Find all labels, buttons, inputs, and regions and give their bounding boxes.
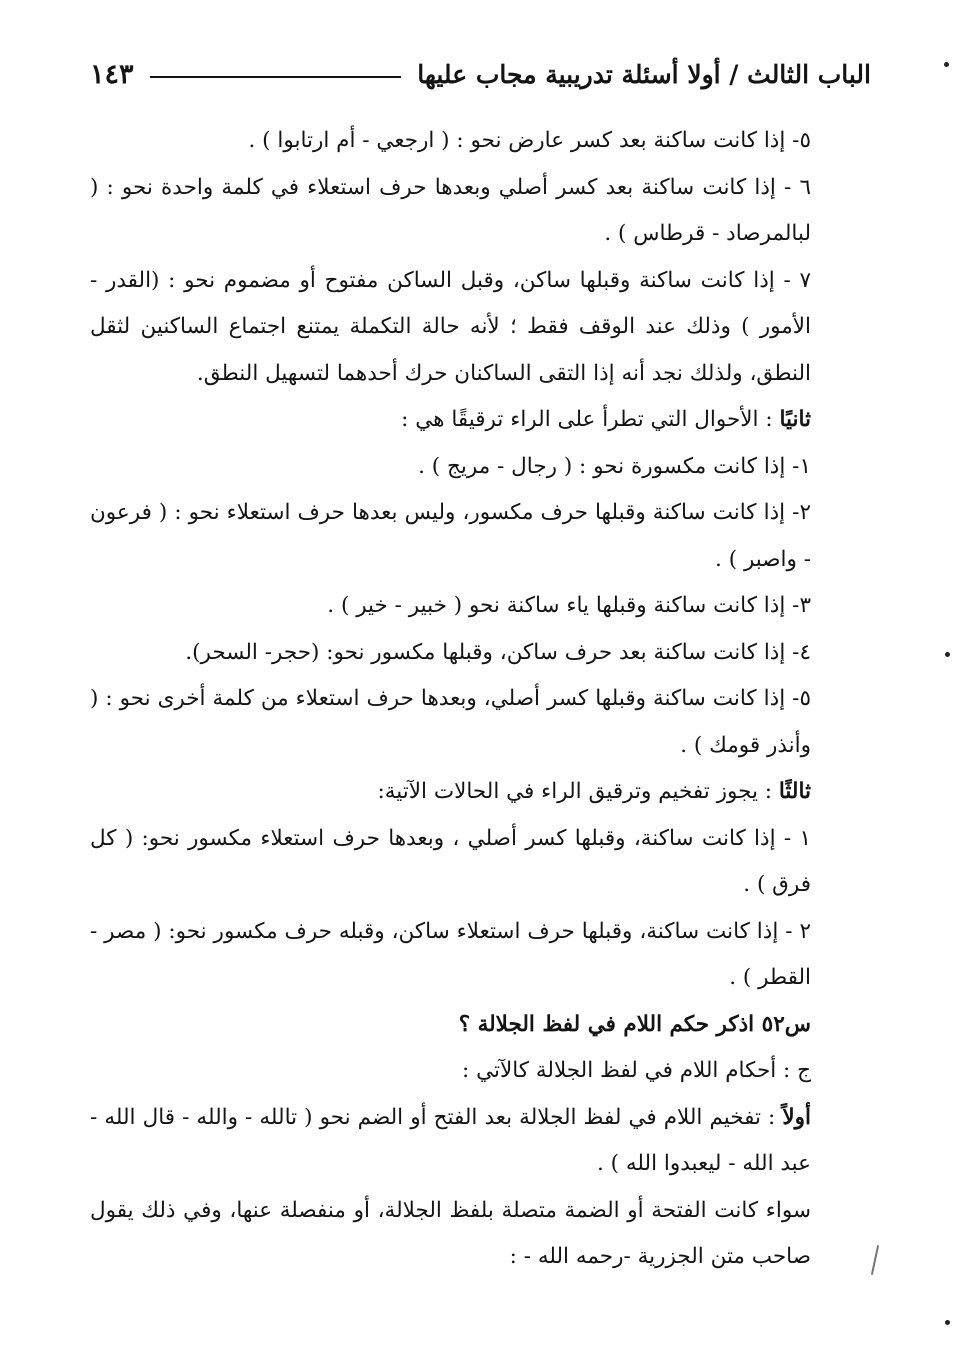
section-lead: ثالثًا: [778, 779, 811, 804]
paragraph: ثانيًا : الأحوال التي تطرأ على الراء ترقيقًا هي :: [401, 407, 811, 432]
paragraph: ٥- إذا كانت ساكنة بعد كسر عارض نحو : ( ارجعي - أم ارتابوا ) .: [248, 128, 811, 153]
paragraph: ٤- إذا كانت ساكنة بعد حرف ساكن، وقبلها مكسور نحو: (حجر- السحر).: [185, 639, 811, 665]
margin-mark: [945, 652, 950, 657]
paragraph: ٢ - إذا كانت ساكنة، وقبلها حرف استعلاء ساكن، وقبله حرف مكسور نحو: ( مصر - القطر ) .: [90, 918, 811, 990]
paragraph: ١ - إذا كانت ساكنة، وقبلها كسر أصلي ، وبعدها حرف استعلاء مكسور نحو: ( كل فرق ) .: [90, 825, 811, 897]
quote-marker: [871, 1245, 879, 1275]
question-heading: س٥٢ اذكر حكم اللام في لفظ الجلالة ؟: [458, 1011, 811, 1037]
margin-mark: [944, 62, 949, 67]
page-body: [90, 118, 867, 1281]
paragraph: ٣- إذا كانت ساكنة وقبلها ياء ساكنة نحو ( خبير - خير ) .: [327, 593, 811, 618]
paragraph: ثالثًا : يجوز تفخيم وترقيق الراء في الحالات الآتية:: [377, 779, 811, 804]
section-lead: ثانيًا: [779, 407, 811, 432]
running-header: [90, 52, 871, 96]
paragraph: ٦ - إذا كانت ساكنة بعد كسر أصلي وبعدها حرف استعلاء في كلمة واحدة نحو : ( لبالمرصاد - قرطاس ) .: [90, 174, 811, 246]
paragraph: ٧ - إذا كانت ساكنة وقبلها ساكن، وقبل الساكن مفتوح أو مضموم نحو : (القدر - الأمور ) وذلك عند الوقف فقط ؛ لأنه حالة التكملة يمتنع اجتماع الساكنين لثقل النطق، ولذلك نجد أنه إذا التقى الساكنان حرك أحدهما لتسهيل النطق.: [90, 267, 811, 386]
paragraph: أولاً : تفخيم اللام في لفظ الجلالة بعد الفتح أو الضم نحو ( تالله - والله - قال الله - عبد الله - ليعبدوا الله ) .: [90, 1104, 811, 1176]
page-number: ١٤٣: [90, 58, 134, 90]
answer-line: ج : أحكام اللام في لفظ الجلالة كالآتي :: [462, 1058, 811, 1083]
header-rule: [150, 76, 402, 78]
margin-mark: [945, 1320, 950, 1325]
paragraph: سواء كانت الفتحة أو الضمة متصلة بلفظ الجلالة، أو منفصلة عنها، وفي ذلك يقول صاحب متن الجزرية -رحمه الله - :: [90, 1197, 811, 1269]
section-lead: أولاً: [782, 1104, 811, 1130]
paragraph: ٢- إذا كانت ساكنة وقبلها حرف مكسور، وليس بعدها حرف استعلاء نحو : ( فرعون - واصبر ) .: [90, 500, 811, 572]
paragraph: ٥- إذا كانت ساكنة وقبلها كسر أصلي، وبعدها حرف استعلاء من كلمة أخرى نحو : ( وأنذر قومك ) .: [90, 686, 811, 758]
paragraph: ١- إذا كانت مكسورة نحو : ( رجال - مريج ) .: [418, 453, 811, 479]
chapter-title: الباب الثالث / أولا أسئلة تدريبية مجاب عليها: [417, 59, 871, 89]
